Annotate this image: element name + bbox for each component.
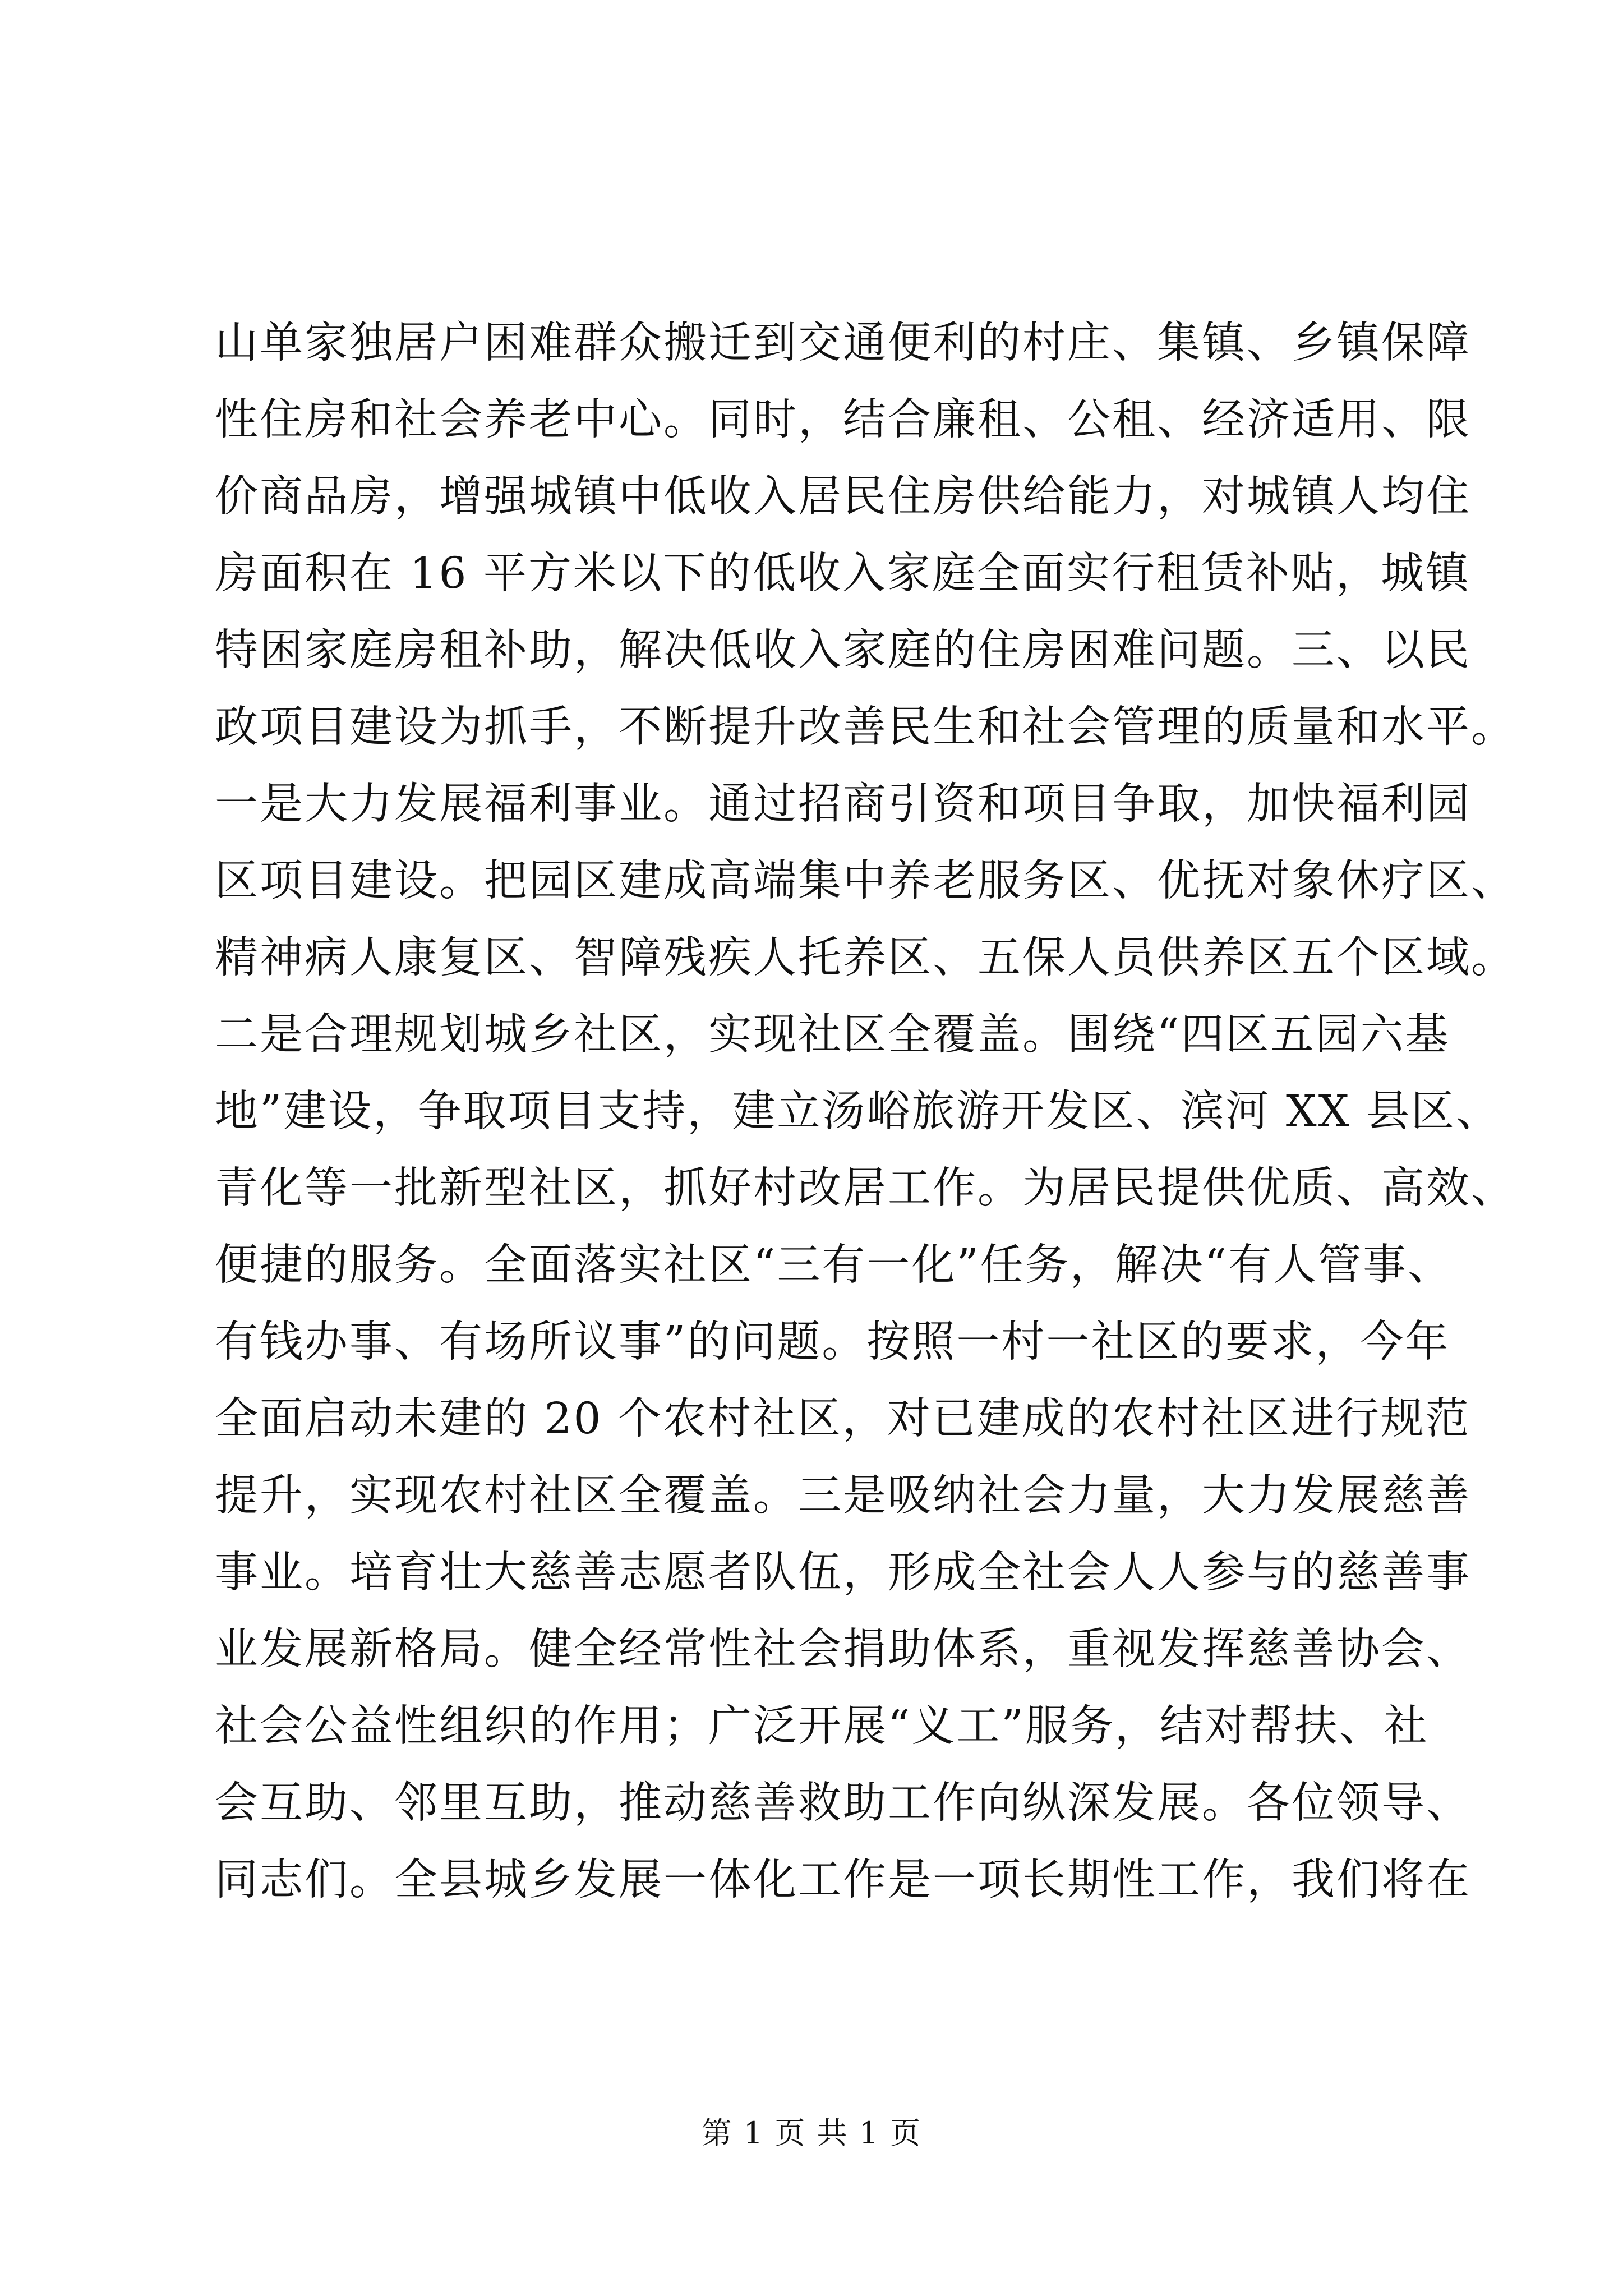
text-line: 有钱办事、有场所议事”的问题。按照一村一社区的要求，今年 <box>215 1317 1450 1367</box>
text-line: 精神病人康复区、智障残疾人托养区、五保人员供养区五个区域。 <box>215 933 1516 983</box>
body-text <box>215 305 1516 1918</box>
text-line: 提升，实现农村社区全覆盖。三是吸纳社会力量，大力发展慈善 <box>215 1471 1471 1521</box>
text-line: 事业。培育壮大慈善志愿者队伍，形成全社会人人参与的慈善事 <box>215 1548 1471 1598</box>
text-line: 青化等一批新型社区，抓好村改居工作。为居民提供优质、高效、 <box>215 1163 1516 1213</box>
text-line: 会互助、邻里互助，推动慈善救助工作向纵深发展。各位领导、 <box>215 1778 1471 1828</box>
page-footer <box>0 2109 1623 2152</box>
text-line: 一是大力发展福利事业。通过招商引资和项目争取，加快福利园 <box>215 779 1471 829</box>
text-line: 政项目建设为抓手，不断提升改善民生和社会管理的质量和水平。 <box>215 702 1516 752</box>
text-line: 全面启动未建的 20 个农村社区，对已建成的农村社区进行规范 <box>215 1394 1470 1444</box>
page-number-label: 第 1 页 共 1 页 <box>701 2115 922 2151</box>
text-line: 同志们。全县城乡发展一体化工作是一项长期性工作，我们将在 <box>215 1855 1471 1905</box>
text-line: 性住房和社会养老中心。同时，结合廉租、公租、经济适用、限 <box>215 395 1471 445</box>
text-line: 地”建设，争取项目支持，建立汤峪旅游开发区、滨河 XX 县区、 <box>215 1087 1501 1137</box>
text-line: 特困家庭房租补助，解决低收入家庭的住房困难问题。三、以民 <box>215 625 1471 675</box>
text-line: 社会公益性组织的作用；广泛开展“义工”服务，结对帮扶、社 <box>215 1701 1429 1751</box>
text-line: 业发展新格局。健全经常性社会捐助体系，重视发挥慈善协会、 <box>215 1625 1471 1674</box>
text-line: 价商品房，增强城镇中低收入居民住房供给能力，对城镇人均住 <box>215 472 1471 522</box>
text-line: 区项目建设。把园区建成高端集中养老服务区、优抚对象休疗区、 <box>215 856 1516 906</box>
text-line: 便捷的服务。全面落实社区“三有一化”任务，解决“有人管事、 <box>215 1240 1453 1290</box>
text-line: 二是合理规划城乡社区，实现社区全覆盖。围绕“四区五园六基 <box>215 1010 1450 1060</box>
text-line: 房面积在 16 平方米以下的低收入家庭全面实行租赁补贴，城镇 <box>215 549 1470 599</box>
text-line: 山单家独居户困难群众搬迁到交通便利的村庄、集镇、乡镇保障 <box>215 318 1471 368</box>
